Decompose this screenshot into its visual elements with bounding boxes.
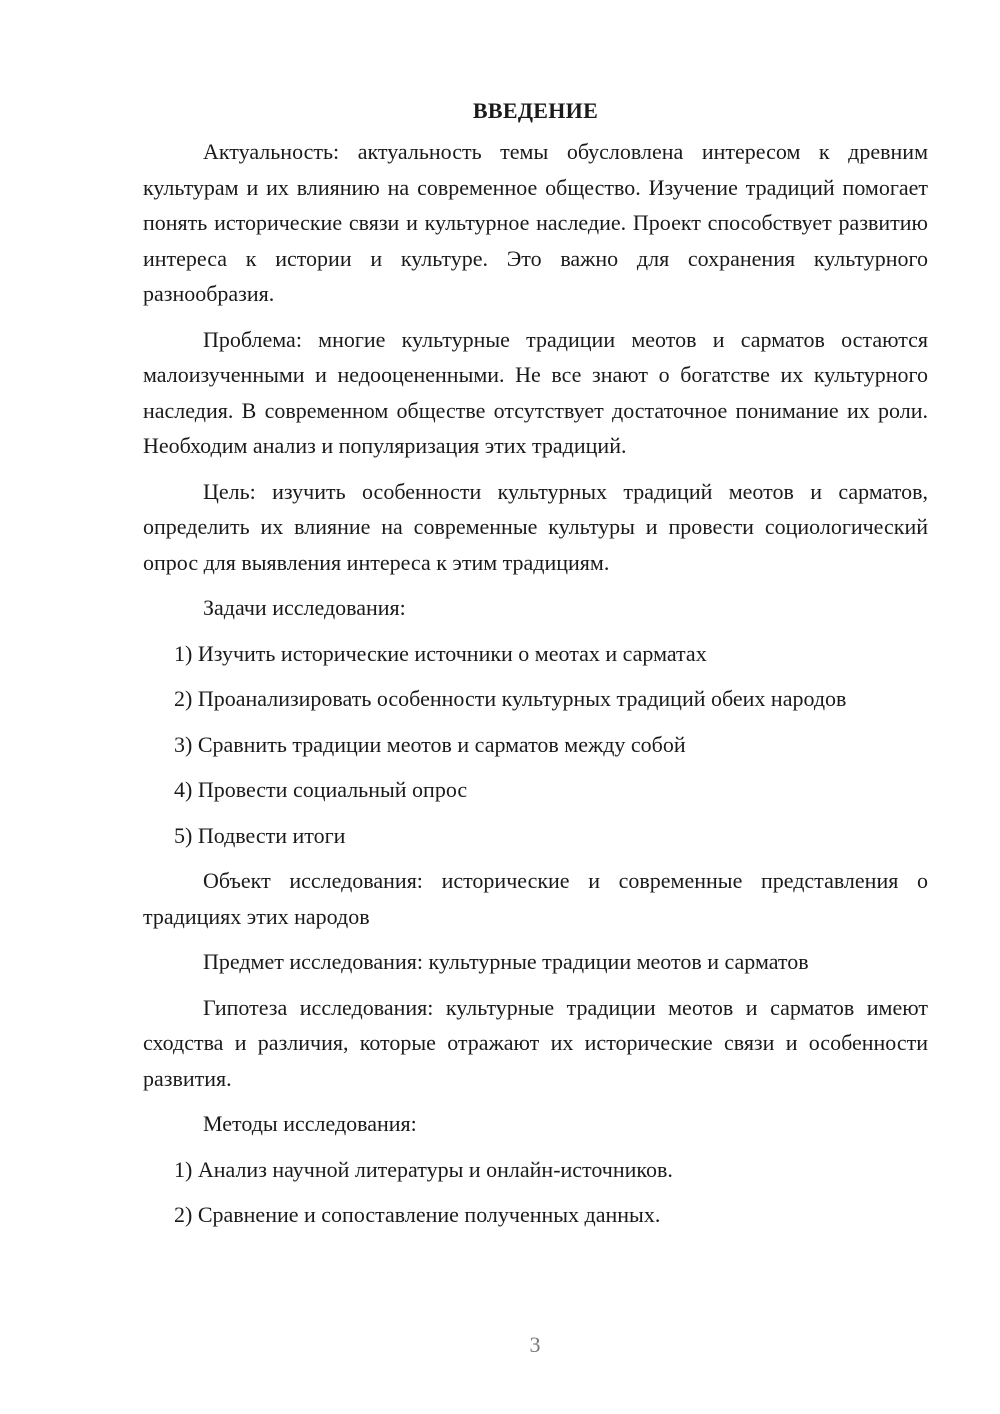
task-item-1: 1) Изучить исторические источники о меотах и сарматах	[174, 640, 707, 666]
page-number: 3	[529, 1332, 541, 1357]
method-item-2: 2) Сравнение и сопоставление полученных данных.	[174, 1202, 661, 1227]
goal-paragraph: Цель: изучить особенности культурных традиций меотов и сарматов, определить их влияние на современные культуры и провести социологический опрос для выявления интереса к этим традициям.	[143, 478, 928, 575]
tasks-title: Задачи исследования:	[203, 595, 406, 620]
document-page	[143, 94, 928, 1243]
task-item-5: 5) Подвести итоги	[174, 822, 346, 848]
relevance-paragraph: Актуальность: актуальность темы обусловлена интересом к древним культурам и их влиянию на современное общество. Изучение традиций помогает понять исторические связи и культурное наследие. Проект способствует развитию интереса к истории и культуре. Это важно для сохранения культурного разнообразия.	[143, 139, 928, 306]
task-item-3: 3) Сравнить традиции меотов и сарматов между собой	[174, 731, 686, 757]
hypothesis-paragraph: Гипотеза исследования: культурные традиции меотов и сарматов имеют сходства и различия, которые отражают их исторические связи и особенности развития.	[143, 994, 928, 1091]
method-item-1: 1) Анализ научной литературы и онлайн-источников.	[174, 1156, 673, 1182]
task-item-4: 4) Провести социальный опрос	[174, 777, 468, 802]
object-paragraph: Объект исследования: исторические и современные представления о традициях этих народов	[143, 868, 928, 929]
task-item-2: 2) Проанализировать особенности культурных традиций обеих народов	[174, 686, 847, 711]
subject-paragraph: Предмет исследования: культурные традиции меотов и сарматов	[203, 949, 809, 974]
section-heading: ВВЕДЕНИЕ	[472, 98, 599, 123]
methods-title: Методы исследования:	[203, 1111, 417, 1136]
problem-paragraph: Проблема: многие культурные традиции меотов и сарматов остаются малоизученными и недооцененными. Не все знают о богатстве их культурного наследия. В современном обществе отсутствует достаточное понимание их роли. Необходим анализ и популяризация этих традиций.	[143, 326, 928, 458]
